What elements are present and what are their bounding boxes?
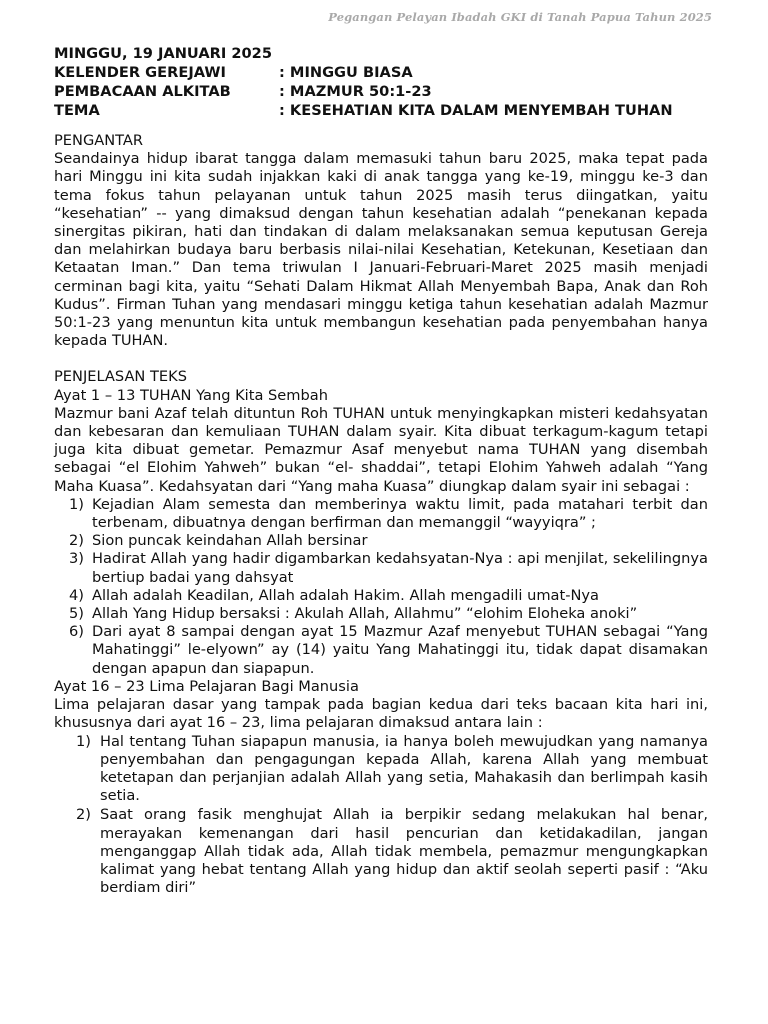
list-number: 5) xyxy=(69,605,84,623)
part2-title: Ayat 16 – 23 Lima Pelajaran Bagi Manusia xyxy=(54,677,359,695)
list-text: Allah Yang Hidup bersaksi : Akulah Allah, Allahmu” “elohim Eloheka anoki” xyxy=(92,605,638,623)
meta-label: KELENDER GEREJAWI xyxy=(54,64,226,81)
list-number: 2) xyxy=(76,806,91,824)
meta-row-theme xyxy=(54,101,708,120)
list-text: Dari ayat 8 sampai dengan ayat 15 Mazmur Azaf menyebut TUHAN sebagai “Yang Mahatinggi” le-elyown” ay (14) yaitu Yang Mahatinggi itu, tidak dapat disamakan dengan apapun dan siapapun. xyxy=(92,623,708,677)
part1-paragraph: Mazmur bani Azaf telah dituntun Roh TUHAN untuk menyingkapkan misteri kedahsyatan dan kebesaran dan kemuliaan TUHAN dalam syair. Kita dibuat terkagum-kagum tetapi juga kita dibuat gemetar. Pemazmur Asaf menyebut nama TUHAN yang disembah sebagai “el Elohim Yahweh” bukan “el- shaddai”, tetapi Elohim Yahweh adalah “Yang Maha Kuasa”. Kedahsyatan dari “Yang maha Kuasa” diungkap dalam syair ini sebagai : xyxy=(54,404,708,495)
list-number: 1) xyxy=(69,495,84,513)
list-item xyxy=(54,532,708,550)
list-number: 3) xyxy=(69,550,84,568)
meta-value: : KESEHATIAN KITA DALAM MENYEMBAH TUHAN xyxy=(279,102,673,119)
part2-paragraph: Lima pelajaran dasar yang tampak pada bagian kedua dari teks bacaan kita hari ini, khususnya dari ayat 16 – 23, lima pelajaran dimaksud antara lain : xyxy=(54,696,708,732)
list-text: Hal tentang Tuhan siapapun manusia, ia hanya boleh mewujudkan yang namanya penyembahan dan pengagungan kepada Allah, karena Allah yang membuat ketetapan dan perjanjian adalah Allah yang setia, Mahakasih dan berlimpah kasih setia. xyxy=(100,732,708,805)
part1-title: Ayat 1 – 13 TUHAN Yang Kita Sembah xyxy=(54,386,328,404)
meta-label: PEMBACAAN ALKITAB xyxy=(54,83,231,100)
document-page xyxy=(54,44,708,898)
meta-label: TEMA xyxy=(54,102,100,119)
service-date: MINGGU, 19 JANUARI 2025 xyxy=(54,45,272,62)
list-number: 1) xyxy=(76,732,91,750)
list-text: Saat orang fasik menghujat Allah ia berpikir sedang melakukan hal benar, merayakan kemenangan dari hasil pencurian dan ketidakadilan, jangan menganggap Allah tidak ada, Allah tidak membela, pemazmur mengungkapkan kalimat yang hebat tentang Allah yang hidup dan aktif seolah seperti pasif : “Aku berdiam diri” xyxy=(100,806,708,897)
list-item xyxy=(54,587,708,605)
list-number: 2) xyxy=(69,532,84,550)
list-text: Kejadian Alam semesta dan memberinya waktu limit, pada matahari terbit dan terbenam, dibuatnya dengan berfirman dan memanggil “wayyiqra” ; xyxy=(92,495,708,532)
list-text: Hadirat Allah yang hadir digambarkan kedahsyatan-Nya : api menjilat, sekelilingnya bertiup badai yang dahsyat xyxy=(92,550,708,586)
list-item xyxy=(54,496,708,532)
pengantar-paragraph: Seandainya hidup ibarat tangga dalam memasuki tahun baru 2025, maka tepat pada hari Minggu ini kita sudah injakkan kaki di anak tangga yang ke-19, minggu ke-3 dan tema fokus tahun pelayanan untuk tahun 2025 masih terus diingatkan, yaitu “kesehatian” -- yang dimaksud dengan tahun kesehatian adalah “penekanan kepada sinergitas pikiran, hati dan tindakan di dalam melaksanakan semua keputusan Gereja dan melahirkan budaya baru berbasis nilai-nilai Kesehatian, Ketekunan, Kesetiaan dan Ketaatan Iman.” Dan tema triwulan I Januari-Februari-Maret 2025 masih menjadi cerminan bagi kita, yaitu “Sehati Dalam Hikmat Allah Menyembah Bapa, Anak dan Roh Kudus”. Firman Tuhan yang mendasari minggu ketiga tahun kesehatian adalah Mazmur 50:1-23 yang menuntun kita untuk membangun kesehatian pada penyembahan hanya kepada TUHAN. xyxy=(54,150,708,350)
list-item xyxy=(54,733,708,806)
running-header: Pegangan Pelayan Ibadah GKI di Tanah Papua Tahun 2025 xyxy=(328,10,712,24)
meta-value: : MAZMUR 50:1-23 xyxy=(279,83,432,100)
list-item xyxy=(54,605,708,623)
list-number: 4) xyxy=(69,586,84,604)
part2-list xyxy=(54,733,708,898)
meta-value: : MINGGU BIASA xyxy=(279,64,413,81)
section-heading-penjelasan: PENJELASAN TEKS xyxy=(54,368,187,386)
list-item xyxy=(54,806,708,897)
list-text: Sion puncak keindahan Allah bersinar xyxy=(92,532,368,550)
list-number: 6) xyxy=(69,623,84,641)
part1-list xyxy=(54,496,708,678)
section-heading-pengantar: PENGANTAR xyxy=(54,132,144,149)
service-metadata xyxy=(54,44,708,120)
meta-row-reading xyxy=(54,82,708,101)
list-text: Allah adalah Keadilan, Allah adalah Hakim. Allah mengadili umat-Nya xyxy=(92,586,599,604)
meta-row-calendar xyxy=(54,63,708,82)
list-item xyxy=(54,550,708,586)
list-item xyxy=(54,623,708,678)
